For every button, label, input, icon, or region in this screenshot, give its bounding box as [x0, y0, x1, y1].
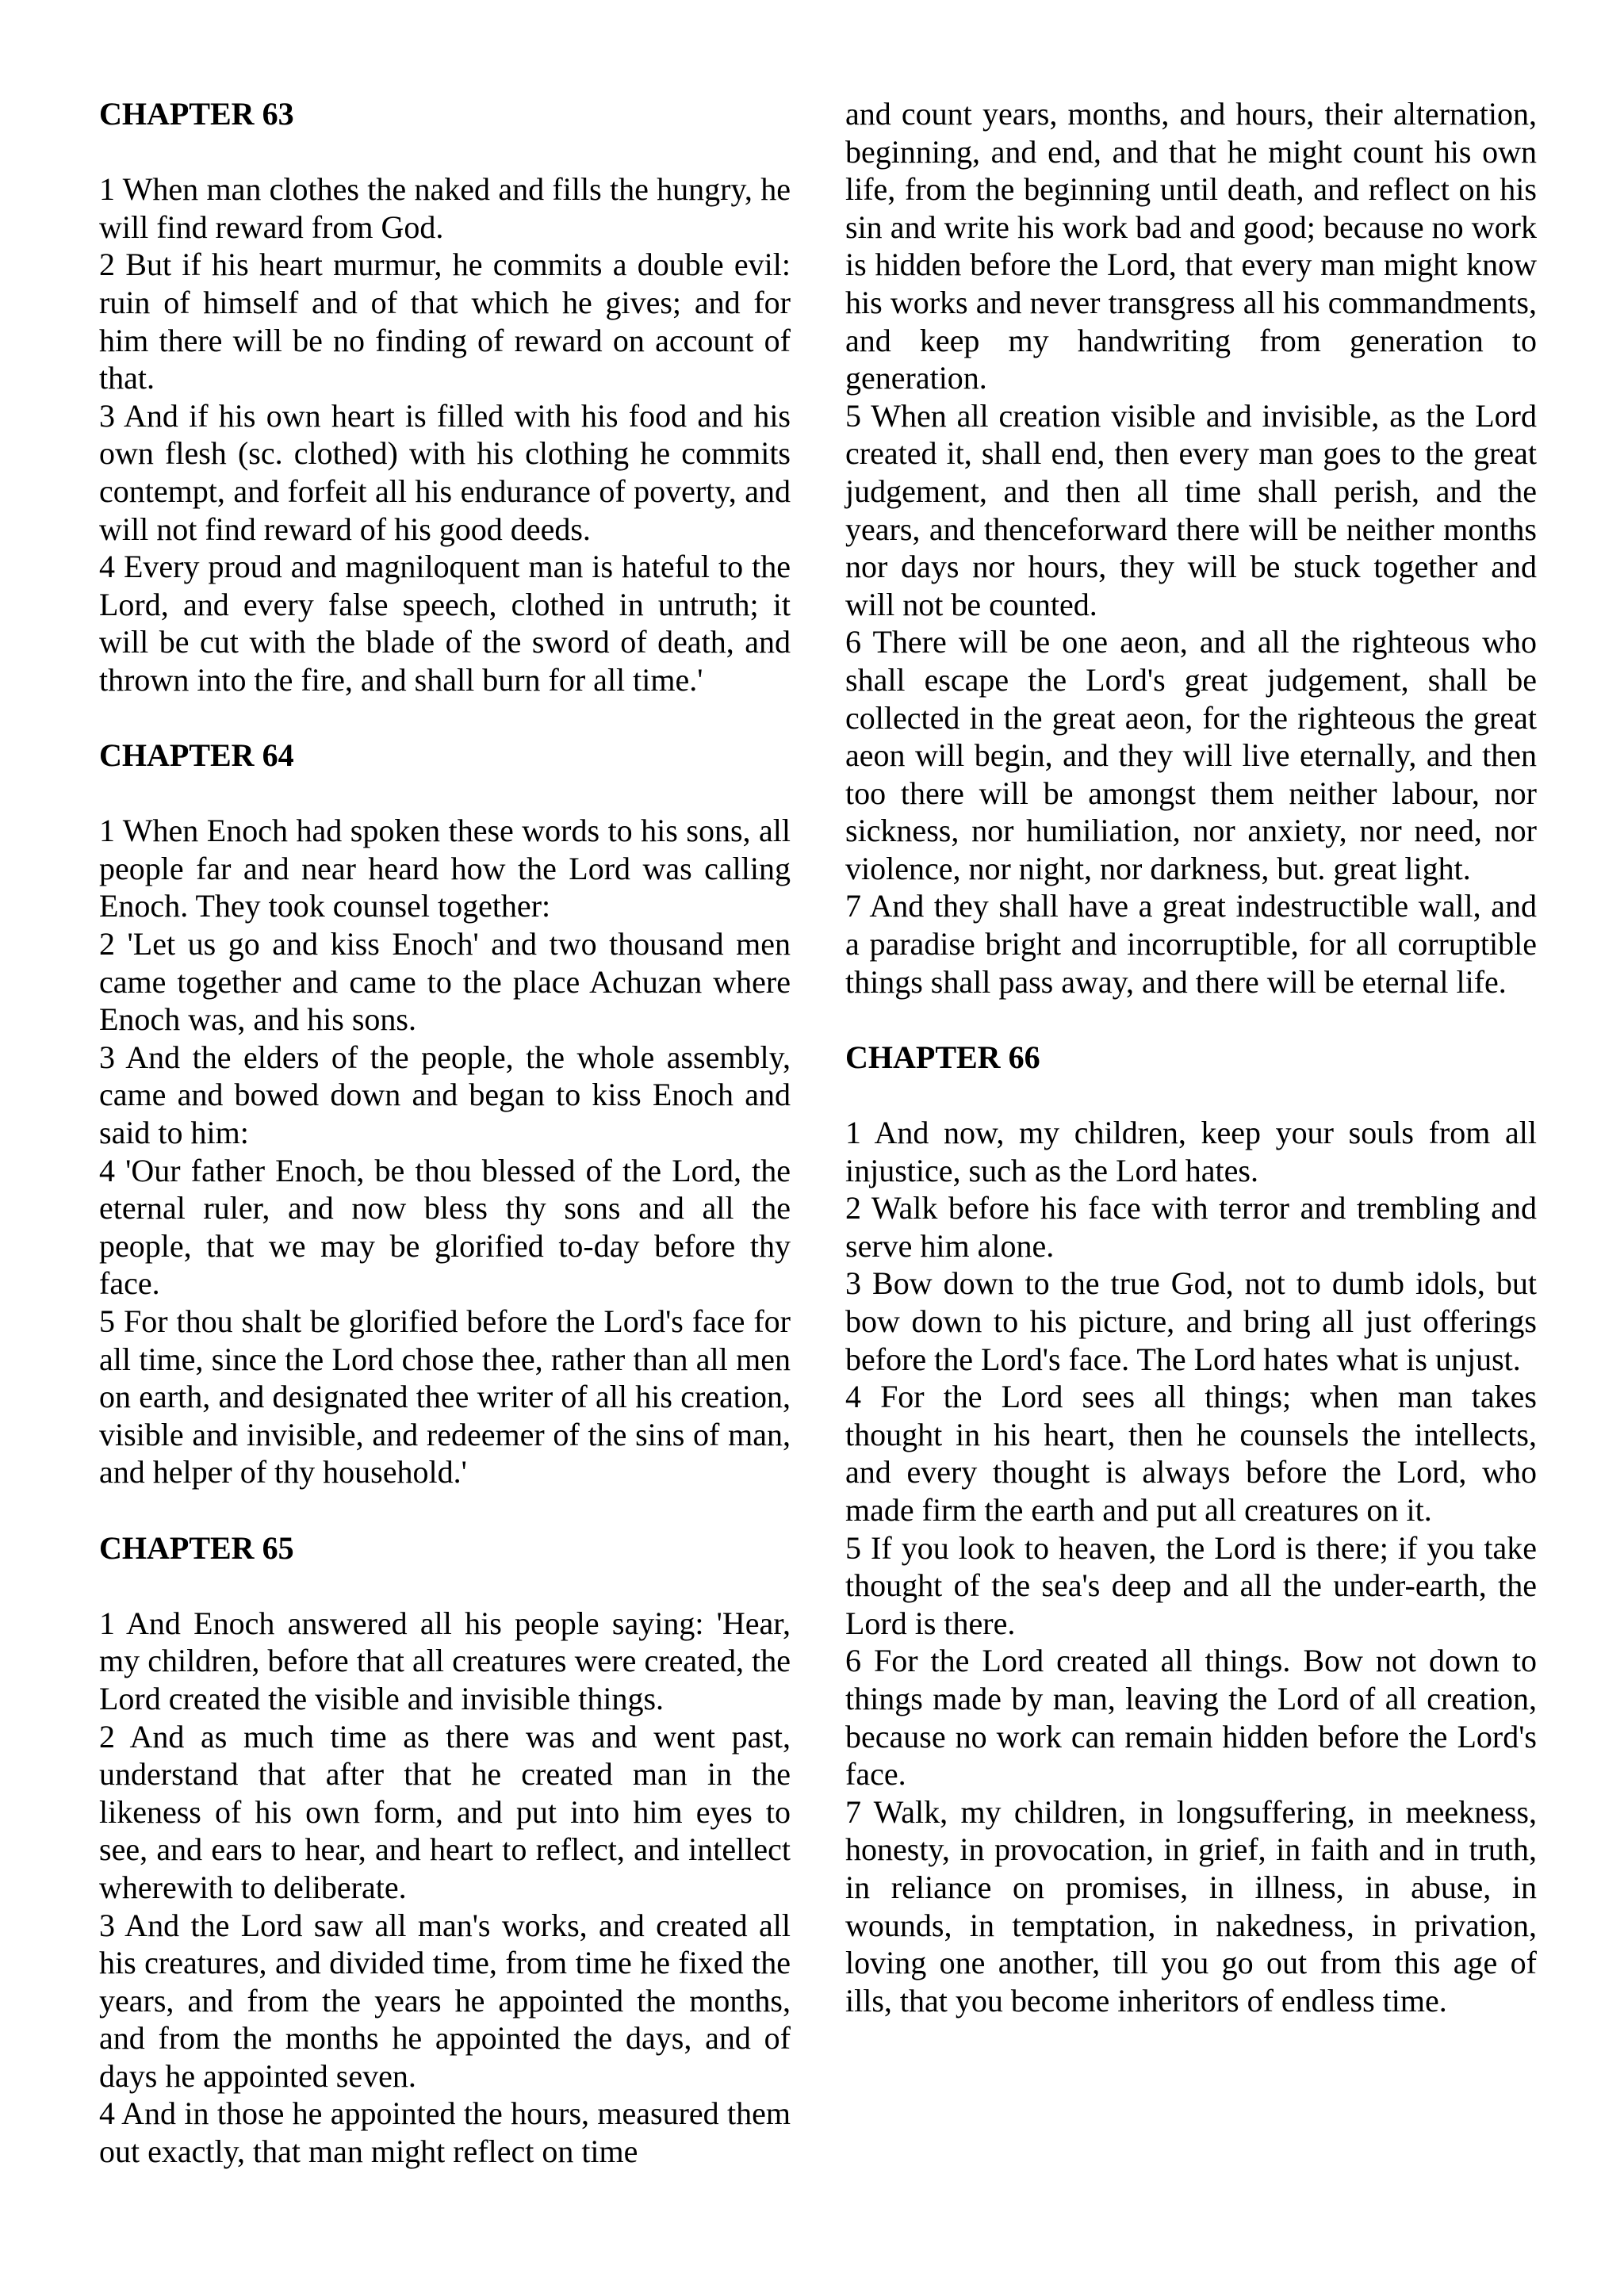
verse: 3 And the Lord saw all man's works, and created all his creatures, and divided time, from time he fixed the years, and from the years he appointed the months, and from the months he appointed the days, and of days he appointed seven.	[99, 1907, 791, 2094]
spacer	[99, 133, 791, 171]
verse: 5 For thou shalt be glorified before the Lord's face for all time, since the Lord chose thee, rather than all men on earth, and designated thee writer of all his creation, visible and invisible, and redeemer of the sins of man, and helper of thy household.'	[99, 1303, 791, 1490]
chapter-heading: CHAPTER 66	[845, 1039, 1040, 1075]
spacer	[845, 1076, 1537, 1114]
verse: 7 Walk, my children, in longsuffering, in meekness, honesty, in provocation, in grief, in faith and in truth, in reliance on promises, in illness, in abuse, in wounds, in temptation, in nakedness, in privation, loving one another, till you go out from this age of ills, that you become inheritors of endless time.	[845, 1793, 1537, 2019]
verse: 6 There will be one aeon, and all the righteous who shall escape the Lord's great judgement, shall be collected in the great aeon, for the righteous the great aeon will begin, and they will live eternally, and then too there will be amongst them neither labour, nor sickness, nor humiliation, nor anxiety, nor need, nor violence, nor night, nor darkness, but. great light.	[845, 624, 1537, 886]
verse: 4 'Our father Enoch, be thou blessed of the Lord, the eternal ruler, and now bless thy sons and all the people, that we may be glorified to-day before thy face.	[99, 1152, 791, 1302]
verse: 5 When all creation visible and invisible, as the Lord created it, shall end, then every man goes to the great judgement, and then all time shall perish, and the years, and thenceforward there will be neither months nor days nor hours, they will be stuck together and will not be counted.	[845, 397, 1537, 622]
verse: 1 When man clothes the naked and fills the hungry, he will find reward from God.	[99, 171, 791, 245]
chapter-66	[845, 1039, 1537, 2019]
verse: 2 But if his heart murmur, he commits a double evil: ruin of himself and of that which he gives; and for him there will be no finding of reward on account of that.	[99, 247, 791, 396]
verse: 3 Bow down to the true God, not to dumb idols, but bow down to his picture, and bring all just offerings before the Lord's face. The Lord hates what is unjust.	[845, 1265, 1537, 1377]
verse: 3 And if his own heart is filled with his food and his own flesh (sc. clothed) with his clothing he commits contempt, and forfeit all his endurance of poverty, and will not find reward of his good deeds.	[99, 397, 791, 547]
chapter-63	[99, 95, 791, 699]
verse: 7 And they shall have a great indestructible wall, and a paradise bright and incorruptible, for all corruptible things shall pass away, and there will be eternal life.	[845, 888, 1537, 1000]
spacer	[99, 699, 791, 737]
verse: 2 Walk before his face with terror and trembling and serve him alone.	[845, 1190, 1537, 1264]
verse: 1 When Enoch had spoken these words to his sons, all people far and near heard how the Lord was calling Enoch. They took counsel together:	[99, 813, 791, 924]
verse: 3 And the elders of the people, the whole assembly, came and bowed down and began to kiss Enoch and said to him:	[99, 1039, 791, 1151]
verse: 5 If you look to heaven, the Lord is there; if you take thought of the sea's deep and all the under-earth, the Lord is there.	[845, 1529, 1537, 1641]
chapter-heading: CHAPTER 63	[99, 96, 294, 132]
chapter-65-continued	[845, 95, 1537, 1001]
verse: 2 'Let us go and kiss Enoch' and two thousand men came together and came to the place Achuzan where Enoch was, and his sons.	[99, 926, 791, 1038]
verse: 4 And in those he appointed the hours, measured them out exactly, that man might reflect on time	[99, 2095, 791, 2170]
spacer	[99, 1567, 791, 1605]
spacer	[99, 1491, 791, 1529]
verse: 4 For the Lord sees all things; when man takes thought in his heart, then he counsels the intellects, and every thought is always before the Lord, who made firm the earth and put all creatures on it.	[845, 1379, 1537, 1528]
verse: 6 For the Lord created all things. Bow not down to things made by man, leaving the Lord of all creation, because no work can remain hidden before the Lord's face.	[845, 1643, 1537, 1793]
verse: 4 Every proud and magniloquent man is hateful to the Lord, and every false speech, clothed in untruth; it will be cut with the blade of the sword of death, and thrown into the fire, and shall burn for all time.'	[99, 549, 791, 698]
spacer	[99, 775, 791, 813]
chapter-heading: CHAPTER 64	[99, 737, 294, 774]
verse: and count years, months, and hours, their alternation, beginning, and end, and that he might count his own life, from the beginning until death, and reflect on his sin and write his work bad and good; because no work is hidden before the Lord, that every man might know his works and never transgress all his commandments, and keep my handwriting from generation to generation.	[845, 96, 1537, 396]
chapter-64	[99, 737, 791, 1491]
spacer	[845, 1001, 1537, 1039]
right-column	[845, 95, 1537, 2019]
chapter-heading: CHAPTER 65	[99, 1529, 294, 1566]
left-column	[99, 95, 791, 2171]
verse: 2 And as much time as there was and went past, understand that after that he created man in the likeness of his own form, and put into him eyes to see, and ears to hear, and heart to reflect, and intellect wherewith to deliberate.	[99, 1718, 791, 1905]
verse: 1 And Enoch answered all his people saying: 'Hear, my children, before that all creatures were created, the Lord created the visible and invisible things.	[99, 1605, 791, 1716]
verse: 1 And now, my children, keep your souls from all injustice, such as the Lord hates.	[845, 1115, 1537, 1188]
chapter-65	[99, 1529, 791, 2171]
